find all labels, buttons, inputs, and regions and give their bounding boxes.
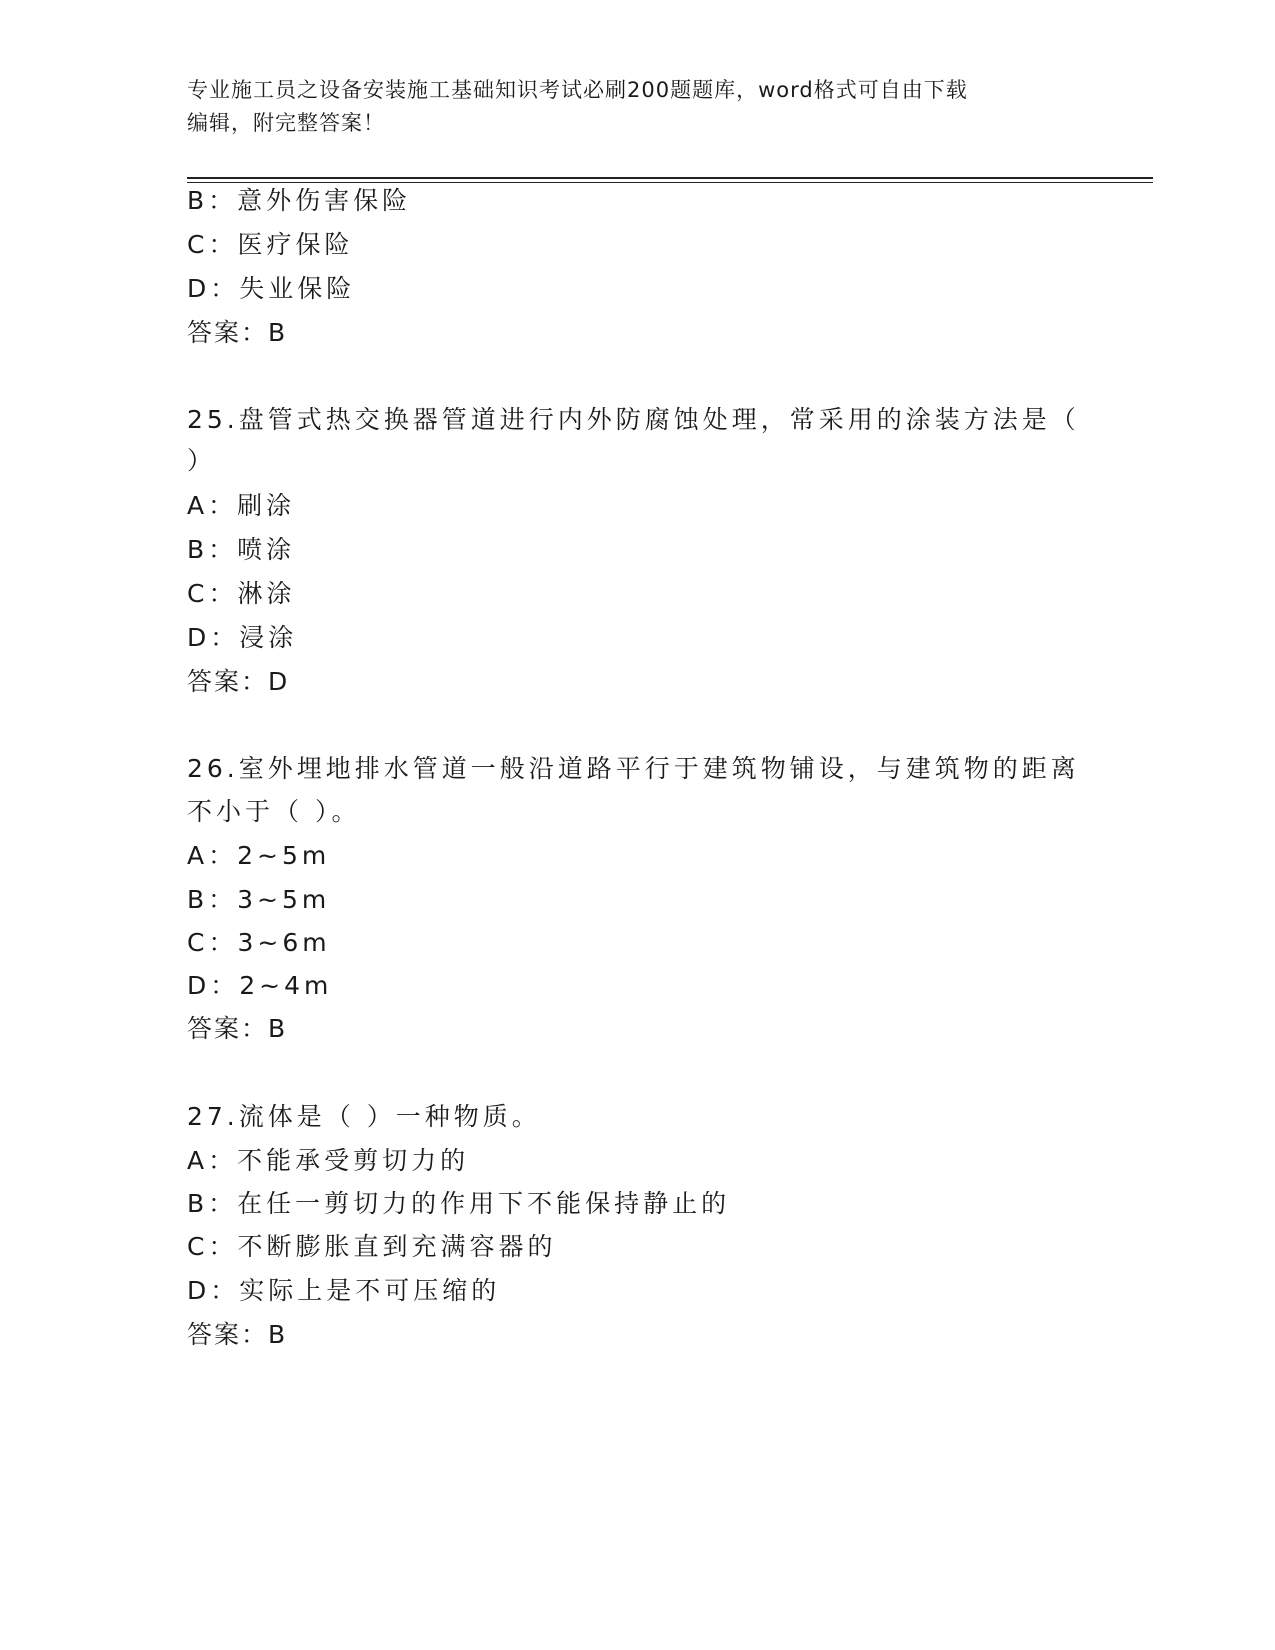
option-text: 意外伤害保险 bbox=[237, 186, 412, 215]
q25-answer: 答案：D bbox=[187, 667, 290, 696]
q25-option-a bbox=[187, 491, 295, 521]
option-letter: C： bbox=[187, 1232, 238, 1261]
option-text: 2~5m bbox=[237, 841, 331, 870]
option-letter: A： bbox=[187, 841, 238, 870]
option-text: 2~4m bbox=[239, 971, 333, 1000]
option-text: 不能承受剪切力的 bbox=[237, 1146, 470, 1175]
option-text: 刷涂 bbox=[237, 491, 296, 520]
q26-option-b bbox=[187, 885, 330, 915]
q26-answer: 答案：B bbox=[187, 1014, 288, 1043]
option-text: 失业保险 bbox=[239, 274, 356, 303]
header-title-line-2: 编辑，附完整答案！ bbox=[187, 111, 385, 135]
q27-answer: 答案：B bbox=[187, 1320, 288, 1349]
q26-option-c bbox=[187, 928, 331, 958]
option-text: 实际上是不可压缩的 bbox=[239, 1276, 501, 1305]
q26-stem-line-2: 不小于（ ）。 bbox=[187, 797, 361, 826]
option-text: 不断膨胀直到充满容器的 bbox=[237, 1232, 557, 1261]
option-text: 喷涂 bbox=[237, 535, 296, 564]
option-letter: A： bbox=[187, 491, 238, 520]
q24-option-d bbox=[187, 274, 355, 304]
document-header bbox=[187, 74, 1067, 140]
option-letter: D： bbox=[187, 274, 240, 303]
option-text: 医疗保险 bbox=[237, 230, 354, 259]
q24-option-c bbox=[187, 230, 353, 260]
option-letter: D： bbox=[187, 623, 240, 652]
option-letter: D： bbox=[187, 971, 240, 1000]
option-text: 3~5m bbox=[237, 885, 331, 914]
option-text: 淋涂 bbox=[237, 579, 296, 608]
q26-stem-line-1: 26.室外埋地排水管道一般沿道路平行于建筑物铺设，与建筑物的距离 bbox=[187, 754, 1080, 783]
q25-option-c bbox=[187, 579, 295, 609]
q25-stem-line-2: ） bbox=[187, 446, 217, 475]
q27-option-d bbox=[187, 1276, 500, 1306]
option-letter: C： bbox=[187, 928, 238, 957]
option-text: 在任一剪切力的作用下不能保持静止的 bbox=[237, 1189, 731, 1218]
option-letter: C： bbox=[187, 579, 238, 608]
option-letter: B： bbox=[187, 1189, 238, 1218]
q25-option-d bbox=[187, 623, 297, 653]
q27-option-a bbox=[187, 1146, 469, 1176]
option-letter: A： bbox=[187, 1146, 238, 1175]
q25-stem-line-1: 25.盘管式热交换器管道进行内外防腐蚀处理，常采用的涂装方法是（ bbox=[187, 405, 1080, 434]
option-letter: B： bbox=[187, 535, 238, 564]
q27-stem-line-1: 27.流体是（ ）一种物质。 bbox=[187, 1102, 541, 1131]
q24-answer: 答案：B bbox=[187, 318, 288, 347]
option-text: 3~6m bbox=[237, 928, 331, 957]
option-text: 浸涂 bbox=[239, 623, 298, 652]
header-title-line-1: 专业施工员之设备安装施工基础知识考试必刷200题题库，word格式可自由下载 bbox=[187, 78, 968, 102]
header-divider bbox=[187, 177, 1153, 183]
q26-option-d bbox=[187, 971, 332, 1001]
q25-option-b bbox=[187, 535, 295, 565]
q24-option-b bbox=[187, 186, 411, 216]
q26-option-a bbox=[187, 841, 330, 871]
option-letter: D： bbox=[187, 1276, 240, 1305]
q27-option-b bbox=[187, 1189, 730, 1219]
option-letter: B： bbox=[187, 186, 238, 215]
option-letter: B： bbox=[187, 885, 238, 914]
option-letter: C： bbox=[187, 230, 238, 259]
q27-option-c bbox=[187, 1232, 556, 1262]
